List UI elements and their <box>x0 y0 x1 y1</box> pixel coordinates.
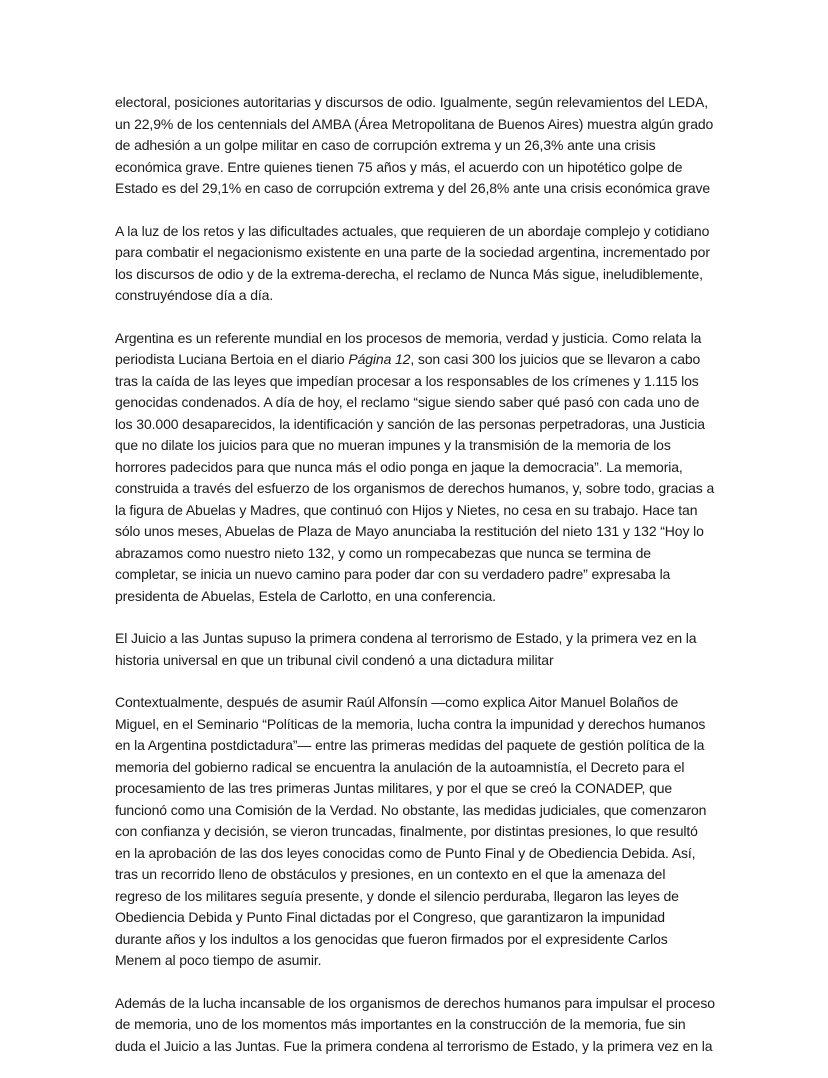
paragraph-text: Contextualmente, después de asumir Raúl Alfonsín —como explica Aitor Manuel Bolaños de Miguel, en el Seminario “Políticas de la memoria, lucha contra la impunidad y derechos humanos en la Argentina postdictadura”— entre las primeras medidas del paquete de gestión política de la memoria del gobierno radical se encuentra la anulación de la autoamnistía, el Decreto para el procesamiento de las tres primeras Juntas militares, y por el que se creó la CONADEP, que funcionó como una Comisión de la Verdad. No obstante, las medidas judiciales, que comenzaron con confianza y decisión, se vieron truncadas, finalmente, por distintas presiones, lo que resultó en la aprobación de las dos leyes conocidas como de Punto Final y de Obediencia Debida. Así, tras un recorrido lleno de obstáculos y presiones, en un contexto en el que la amenaza del regreso de los militares seguía presente, y donde el silencio perduraba, llegaron las leyes de Obediencia Debida y Punto Final dictadas por el Congreso, que garantizaron la impunidad durante años y los indultos a los genocidas que fueron firmados por el expresidente Carlos Menem al poco tiempo de asumir. <box>115 694 707 968</box>
newspaper-name: Página 12 <box>348 351 411 367</box>
paragraph-pull-quote <box>115 628 715 671</box>
paragraph-text: Además de la lucha incansable de los organismos de derechos humanos para impulsar el proceso de memoria, uno de los momentos más importantes en la construcción de la memoria, fue sin duda el Juicio a las Juntas. Fue la primera condena al terrorismo de Estado, y la primera vez en la <box>115 994 715 1054</box>
paragraph-nunca-mas <box>115 221 715 307</box>
document-page <box>115 92 715 1078</box>
paragraph-text: Argentina es un referente mundial en los procesos de memoria, verdad y justicia. Como relata la periodista Luciana Bertoia en el diario <box>115 329 702 367</box>
paragraph-text: A la luz de los retos y las dificultades actuales, que requieren de un abordaje complejo y cotidiano para combatir el negacionismo existente en una parte de la sociedad argentina, incrementado por los discursos de odio y de la extrema-derecha, el reclamo de Nunca Más sigue, ineludiblemente, construyéndose día a día. <box>115 222 710 303</box>
paragraph-text: El Juicio a las Juntas supuso la primera condena al terrorismo de Estado, y la primera vez en la historia universal en que un tribunal civil condenó a una dictadura militar <box>115 630 697 668</box>
paragraph-contexto <box>115 692 715 972</box>
paragraph-text: electoral, posiciones autoritarias y discursos de odio. Igualmente, según relevamientos del LEDA, un 22,9% de los centennials del AMBA (Área Metropolitana de Buenos Aires) muestra algún grado de adhesión a un golpe militar en caso de corrupción extrema y un 26,3% ante una crisis económica grave. Entre quienes tienen 75 años y más, el acuerdo con un hipotético golpe de Estado es del 29,1% en caso de corrupción extrema y del 26,8% ante una crisis económica grave <box>115 94 714 196</box>
paragraph-memoria-verdad-justicia <box>115 328 715 608</box>
paragraph-survey <box>115 92 715 200</box>
paragraph-juicio-juntas <box>115 993 715 1058</box>
paragraph-text: , son casi 300 los juicios que se llevaron a cabo tras la caída de las leyes que impedían procesar a los responsables de los crímenes y 1.115 los genocidas condenados. A día de hoy, el reclamo “sigue siendo saber qué pasó con cada uno de los 30.000 desaparecidos, la identificación y sanción de las personas perpetradoras, una Justicia que no dilate los juicios para que no mueran impunes y la transmisión de la memoria de los horrores padecidos para que nunca más el odio ponga en jaque la democracia”. La memoria, construida a través del esfuerzo de los organismos de derechos humanos, y, sobre todo, gracias a la figura de Abuelas y Madres, que continuó con Hijos y Nietes, no cesa en su trabajo. Hace tan sólo unos meses, Abuelas de Plaza de Mayo anunciaba la restitución del nieto 131 y 132 “Hoy lo abrazamos como nuestro nieto 132, y como un rompecabezas que nunca se termina de completar, se inicia un nuevo camino para poder dar con su verdadero padre” expresaba la presidenta de Abuelas, Estela de Carlotto, en una conferencia. <box>115 351 715 604</box>
